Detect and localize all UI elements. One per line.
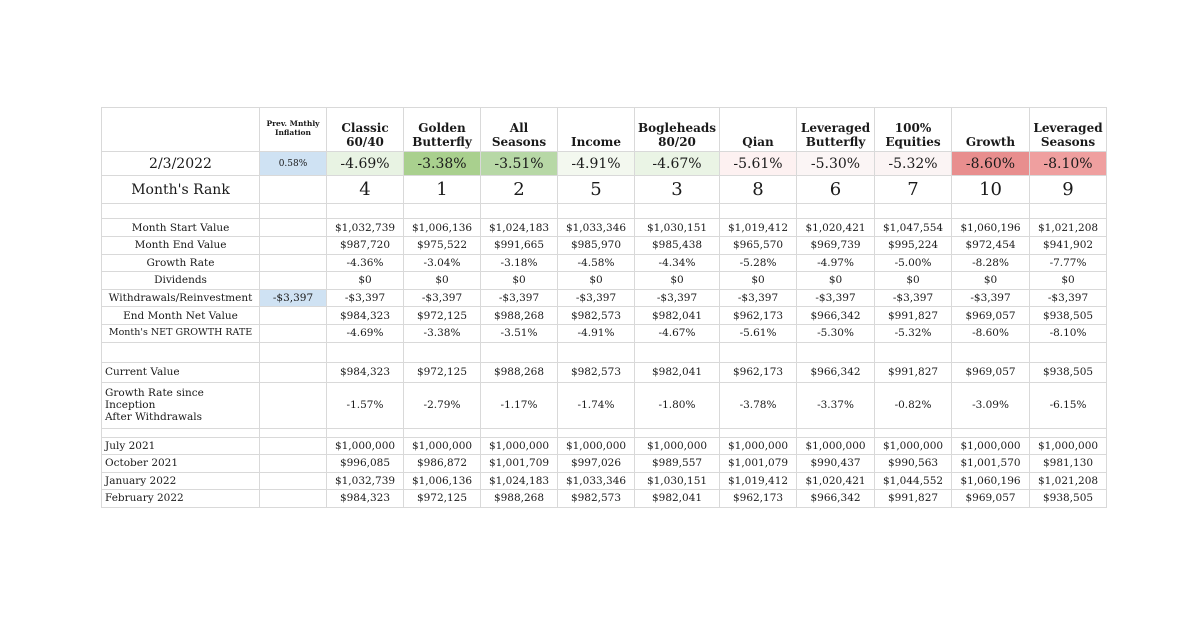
portfolio-header-row: [102, 108, 1107, 152]
empty-cell[interactable]: [260, 362, 327, 382]
monthly-return-cell[interactable]: -3.51%: [481, 152, 558, 176]
value-cell[interactable]: $1,000,000: [635, 437, 720, 455]
empty-cell: [635, 204, 720, 219]
row-label[interactable]: End Month Net Value: [102, 307, 260, 325]
value-cell[interactable]: $1,006,136: [404, 472, 481, 490]
value-cell[interactable]: $991,665: [481, 236, 558, 254]
empty-cell: [558, 428, 635, 437]
value-cell[interactable]: $0: [875, 272, 952, 290]
portfolio-name-line2: Butterfly: [412, 134, 472, 149]
value-cell[interactable]: $972,454: [952, 236, 1030, 254]
portfolio-name-line2: 60/40: [346, 134, 384, 149]
value-cell[interactable]: -$3,397: [1030, 289, 1107, 307]
value-cell[interactable]: -3.18%: [481, 254, 558, 272]
history-label[interactable]: October 2021: [102, 455, 260, 473]
empty-cell[interactable]: [260, 382, 327, 428]
spacer-row: [102, 204, 1107, 219]
portfolio-name-header[interactable]: [327, 108, 404, 152]
value-cell[interactable]: $1,033,346: [558, 472, 635, 490]
value-cell[interactable]: $1,030,151: [635, 472, 720, 490]
portfolio-name-line1: Leveraged: [1033, 120, 1103, 135]
portfolio-name-header[interactable]: [797, 108, 875, 152]
row-label[interactable]: Withdrawals/Reinvestment: [102, 289, 260, 307]
portfolio-name-header[interactable]: [481, 108, 558, 152]
history-row: [102, 437, 1107, 455]
value-cell[interactable]: $0: [797, 272, 875, 290]
value-cell[interactable]: $965,570: [720, 236, 797, 254]
empty-cell: [260, 428, 327, 437]
portfolio-name-header[interactable]: [952, 108, 1030, 152]
value-cell[interactable]: -1.74%: [558, 382, 635, 428]
rank-cell[interactable]: 6: [797, 176, 875, 204]
value-cell[interactable]: $1,024,183: [481, 472, 558, 490]
value-cell[interactable]: -$3,397: [875, 289, 952, 307]
row-label[interactable]: Month Start Value: [102, 219, 260, 237]
portfolio-name-line2: 80/20: [658, 134, 696, 149]
monthly-data-row: [102, 272, 1107, 290]
row-label[interactable]: Month's NET GROWTH RATE: [102, 324, 260, 342]
value-cell[interactable]: $1,000,000: [1030, 437, 1107, 455]
monthly-return-row: [102, 152, 1107, 176]
value-cell[interactable]: -4.34%: [635, 254, 720, 272]
portfolio-name-header[interactable]: [404, 108, 481, 152]
value-cell[interactable]: $969,739: [797, 236, 875, 254]
monthly-return-cell[interactable]: -5.32%: [875, 152, 952, 176]
empty-cell: [102, 204, 260, 219]
value-cell[interactable]: $988,268: [481, 307, 558, 325]
rank-cell[interactable]: 1: [404, 176, 481, 204]
value-cell[interactable]: $1,021,208: [1030, 219, 1107, 237]
withdrawal-input-cell[interactable]: [260, 272, 327, 290]
history-label[interactable]: July 2021: [102, 437, 260, 455]
value-cell[interactable]: $0: [635, 272, 720, 290]
empty-cell: [875, 428, 952, 437]
value-cell[interactable]: $962,173: [720, 490, 797, 508]
value-cell[interactable]: $988,268: [481, 362, 558, 382]
value-cell[interactable]: $0: [1030, 272, 1107, 290]
empty-cell[interactable]: [260, 455, 327, 473]
value-cell[interactable]: $1,024,183: [481, 219, 558, 237]
inflation-label-line1: Prev. Mnthly: [266, 119, 320, 129]
value-cell[interactable]: $990,437: [797, 455, 875, 473]
portfolio-name-header[interactable]: [558, 108, 635, 152]
empty-cell: [327, 204, 404, 219]
rank-cell[interactable]: 10: [952, 176, 1030, 204]
history-row: [102, 472, 1107, 490]
monthly-data-row: [102, 324, 1107, 342]
value-cell[interactable]: $1,020,421: [797, 219, 875, 237]
empty-cell: [404, 204, 481, 219]
value-cell[interactable]: $938,505: [1030, 490, 1107, 508]
value-cell[interactable]: $1,032,739: [327, 472, 404, 490]
portfolio-name-line1: Golden: [418, 120, 466, 135]
inflation-header[interactable]: [260, 108, 327, 152]
value-cell[interactable]: -3.04%: [404, 254, 481, 272]
value-cell[interactable]: -3.51%: [481, 324, 558, 342]
portfolio-name-line2: Income: [571, 134, 621, 149]
value-cell[interactable]: $966,342: [797, 490, 875, 508]
monthly-data-row: [102, 219, 1107, 237]
value-cell[interactable]: $0: [952, 272, 1030, 290]
empty-cell: [635, 428, 720, 437]
empty-cell[interactable]: [260, 490, 327, 508]
value-cell[interactable]: $988,268: [481, 490, 558, 508]
inflation-label-line2: Inflation: [274, 127, 312, 137]
empty-cell: [558, 204, 635, 219]
value-cell[interactable]: $1,000,000: [558, 437, 635, 455]
value-cell[interactable]: $1,000,000: [797, 437, 875, 455]
value-cell[interactable]: $962,173: [720, 307, 797, 325]
monthly-data-row: [102, 236, 1107, 254]
value-cell[interactable]: $0: [327, 272, 404, 290]
withdrawal-input-cell[interactable]: [260, 254, 327, 272]
growth-since-inception-row: [102, 382, 1107, 428]
monthly-return-cell[interactable]: -4.67%: [635, 152, 720, 176]
value-cell[interactable]: $1,006,136: [404, 219, 481, 237]
value-cell[interactable]: $982,573: [558, 307, 635, 325]
monthly-return-cell[interactable]: -8.60%: [952, 152, 1030, 176]
value-cell[interactable]: $972,125: [404, 490, 481, 508]
history-row: [102, 455, 1107, 473]
value-cell[interactable]: -5.28%: [720, 254, 797, 272]
empty-cell: [720, 204, 797, 219]
empty-cell: [952, 204, 1030, 219]
monthly-return-cell[interactable]: -5.30%: [797, 152, 875, 176]
portfolio-name-line1: Classic: [341, 120, 389, 135]
value-cell[interactable]: -8.60%: [952, 324, 1030, 342]
value-cell[interactable]: $0: [720, 272, 797, 290]
empty-cell: [797, 428, 875, 437]
empty-cell[interactable]: [102, 108, 260, 152]
value-cell[interactable]: -4.97%: [797, 254, 875, 272]
value-cell[interactable]: $938,505: [1030, 362, 1107, 382]
value-cell[interactable]: $1,001,709: [481, 455, 558, 473]
value-cell[interactable]: $990,563: [875, 455, 952, 473]
withdrawal-input-cell[interactable]: -$3,397: [260, 289, 327, 307]
value-cell[interactable]: $984,323: [327, 490, 404, 508]
value-cell[interactable]: -2.79%: [404, 382, 481, 428]
value-cell[interactable]: $1,000,000: [720, 437, 797, 455]
value-cell[interactable]: $1,021,208: [1030, 472, 1107, 490]
value-cell[interactable]: $981,130: [1030, 455, 1107, 473]
value-cell[interactable]: -$3,397: [404, 289, 481, 307]
value-cell[interactable]: $1,060,196: [952, 472, 1030, 490]
value-cell[interactable]: $989,557: [635, 455, 720, 473]
value-cell[interactable]: $972,125: [404, 307, 481, 325]
value-cell[interactable]: $982,041: [635, 362, 720, 382]
value-cell[interactable]: $962,173: [720, 362, 797, 382]
value-cell[interactable]: $1,001,079: [720, 455, 797, 473]
value-cell[interactable]: $969,057: [952, 362, 1030, 382]
empty-cell: [952, 428, 1030, 437]
portfolio-name-line2: All Seasons: [491, 120, 547, 149]
empty-cell: [558, 342, 635, 362]
monthly-return-cell[interactable]: -4.69%: [327, 152, 404, 176]
empty-cell: [1030, 342, 1107, 362]
rank-cell[interactable]: 7: [875, 176, 952, 204]
value-cell[interactable]: $991,827: [875, 307, 952, 325]
value-cell[interactable]: $1,030,151: [635, 219, 720, 237]
value-cell[interactable]: $0: [558, 272, 635, 290]
monthly-data-row: [102, 289, 1107, 307]
current-value-label[interactable]: Current Value: [102, 362, 260, 382]
value-cell[interactable]: $996,085: [327, 455, 404, 473]
empty-cell: [797, 204, 875, 219]
value-cell[interactable]: $984,323: [327, 362, 404, 382]
empty-cell: [875, 204, 952, 219]
empty-cell: [327, 342, 404, 362]
empty-cell: [797, 342, 875, 362]
empty-cell: [481, 428, 558, 437]
value-cell[interactable]: -3.09%: [952, 382, 1030, 428]
value-cell[interactable]: -4.58%: [558, 254, 635, 272]
empty-cell: [720, 342, 797, 362]
value-cell[interactable]: $969,057: [952, 490, 1030, 508]
portfolio-name-line2: Growth: [965, 134, 1016, 149]
value-cell[interactable]: $991,827: [875, 490, 952, 508]
empty-cell: [260, 204, 327, 219]
value-cell[interactable]: $1,000,000: [952, 437, 1030, 455]
value-cell[interactable]: $1,019,412: [720, 472, 797, 490]
value-cell[interactable]: $938,505: [1030, 307, 1107, 325]
value-cell[interactable]: -1.80%: [635, 382, 720, 428]
inflation-value-cell[interactable]: 0.58%: [260, 152, 327, 176]
value-cell[interactable]: $982,041: [635, 490, 720, 508]
value-cell[interactable]: $1,000,000: [404, 437, 481, 455]
monthly-return-cell[interactable]: -3.38%: [404, 152, 481, 176]
empty-cell: [327, 428, 404, 437]
value-cell[interactable]: $1,001,570: [952, 455, 1030, 473]
growth-since-inception-label[interactable]: [102, 382, 260, 428]
history-label[interactable]: February 2022: [102, 490, 260, 508]
value-cell[interactable]: -$3,397: [952, 289, 1030, 307]
empty-cell[interactable]: [260, 472, 327, 490]
value-cell[interactable]: $986,872: [404, 455, 481, 473]
value-cell[interactable]: $995,224: [875, 236, 952, 254]
value-cell[interactable]: $972,125: [404, 362, 481, 382]
monthly-data-row: [102, 254, 1107, 272]
rank-label[interactable]: Month's Rank: [102, 176, 260, 204]
empty-cell: [875, 342, 952, 362]
empty-cell[interactable]: [260, 176, 327, 204]
portfolio-name-line2: Equities: [885, 134, 941, 149]
rank-cell[interactable]: 9: [1030, 176, 1107, 204]
value-cell[interactable]: $966,342: [797, 362, 875, 382]
rank-cell[interactable]: 8: [720, 176, 797, 204]
value-cell[interactable]: -3.37%: [797, 382, 875, 428]
value-cell[interactable]: $1,032,739: [327, 219, 404, 237]
rank-cell[interactable]: 4: [327, 176, 404, 204]
value-cell[interactable]: $1,000,000: [481, 437, 558, 455]
value-cell[interactable]: $0: [404, 272, 481, 290]
empty-cell: [1030, 204, 1107, 219]
withdrawal-input-cell[interactable]: [260, 324, 327, 342]
value-cell[interactable]: -3.38%: [404, 324, 481, 342]
value-cell[interactable]: -8.10%: [1030, 324, 1107, 342]
value-cell[interactable]: $1,019,412: [720, 219, 797, 237]
value-cell[interactable]: $1,020,421: [797, 472, 875, 490]
value-cell[interactable]: -4.36%: [327, 254, 404, 272]
growth-label-line1: Growth Rate since Inception: [105, 386, 204, 412]
empty-cell: [481, 342, 558, 362]
value-cell[interactable]: -7.77%: [1030, 254, 1107, 272]
value-cell[interactable]: -$3,397: [797, 289, 875, 307]
empty-cell[interactable]: [260, 437, 327, 455]
empty-cell: [102, 428, 260, 437]
value-cell[interactable]: -$3,397: [635, 289, 720, 307]
monthly-data-row: [102, 307, 1107, 325]
value-cell[interactable]: -5.32%: [875, 324, 952, 342]
empty-cell: [952, 342, 1030, 362]
value-cell[interactable]: $985,970: [558, 236, 635, 254]
value-cell[interactable]: $966,342: [797, 307, 875, 325]
portfolio-name-line2: Qian: [742, 134, 774, 149]
row-label[interactable]: Growth Rate: [102, 254, 260, 272]
value-cell[interactable]: $975,522: [404, 236, 481, 254]
value-cell[interactable]: -4.91%: [558, 324, 635, 342]
portfolio-name-header[interactable]: [875, 108, 952, 152]
row-label[interactable]: Month End Value: [102, 236, 260, 254]
monthly-return-cell[interactable]: -5.61%: [720, 152, 797, 176]
withdrawal-input-cell[interactable]: [260, 219, 327, 237]
portfolio-name-line2: Butterfly: [805, 134, 866, 149]
value-cell[interactable]: -0.82%: [875, 382, 952, 428]
empty-cell: [404, 342, 481, 362]
value-cell[interactable]: -5.30%: [797, 324, 875, 342]
empty-cell: [102, 342, 260, 362]
growth-label-line2: After Withdrawals: [105, 411, 203, 424]
portfolio-name-line1: Bogleheads: [638, 120, 717, 135]
empty-cell: [635, 342, 720, 362]
value-cell[interactable]: $1,000,000: [875, 437, 952, 455]
value-cell[interactable]: $982,041: [635, 307, 720, 325]
history-row: [102, 490, 1107, 508]
current-value-row: [102, 362, 1107, 382]
portfolio-spreadsheet: [101, 107, 1107, 508]
withdrawal-input-cell[interactable]: [260, 307, 327, 325]
value-cell[interactable]: -5.61%: [720, 324, 797, 342]
value-cell[interactable]: $997,026: [558, 455, 635, 473]
spacer-row: [102, 342, 1107, 362]
value-cell[interactable]: $985,438: [635, 236, 720, 254]
value-cell[interactable]: -8.28%: [952, 254, 1030, 272]
value-cell[interactable]: -1.57%: [327, 382, 404, 428]
monthly-return-cell[interactable]: -4.91%: [558, 152, 635, 176]
value-cell[interactable]: $1,047,554: [875, 219, 952, 237]
portfolio-name-line2: Seasons: [1040, 134, 1096, 149]
value-cell[interactable]: $1,060,196: [952, 219, 1030, 237]
rank-cell[interactable]: 3: [635, 176, 720, 204]
portfolio-name-line1: 100%: [894, 120, 932, 135]
empty-cell: [481, 204, 558, 219]
value-cell[interactable]: $1,000,000: [327, 437, 404, 455]
history-label[interactable]: January 2022: [102, 472, 260, 490]
value-cell[interactable]: $982,573: [558, 490, 635, 508]
withdrawal-input-cell[interactable]: [260, 236, 327, 254]
empty-cell: [404, 428, 481, 437]
spacer-row: [102, 428, 1107, 437]
value-cell[interactable]: -$3,397: [720, 289, 797, 307]
portfolio-name-header[interactable]: [720, 108, 797, 152]
empty-cell: [720, 428, 797, 437]
value-cell[interactable]: -1.17%: [481, 382, 558, 428]
value-cell[interactable]: $0: [481, 272, 558, 290]
empty-cell: [260, 342, 327, 362]
value-cell[interactable]: -$3,397: [481, 289, 558, 307]
rank-row: [102, 176, 1107, 204]
value-cell[interactable]: $991,827: [875, 362, 952, 382]
value-cell[interactable]: -5.00%: [875, 254, 952, 272]
date-cell[interactable]: 2/3/2022: [102, 152, 260, 176]
portfolio-name-header[interactable]: [635, 108, 720, 152]
monthly-return-cell[interactable]: -8.10%: [1030, 152, 1107, 176]
value-cell[interactable]: $982,573: [558, 362, 635, 382]
value-cell[interactable]: -4.69%: [327, 324, 404, 342]
value-cell[interactable]: -4.67%: [635, 324, 720, 342]
value-cell[interactable]: $1,044,552: [875, 472, 952, 490]
rank-cell[interactable]: 2: [481, 176, 558, 204]
value-cell[interactable]: -3.78%: [720, 382, 797, 428]
value-cell[interactable]: $1,033,346: [558, 219, 635, 237]
value-cell[interactable]: -$3,397: [558, 289, 635, 307]
value-cell[interactable]: $984,323: [327, 307, 404, 325]
portfolio-name-line1: Leveraged: [800, 120, 871, 135]
portfolio-name-header[interactable]: [1030, 108, 1107, 152]
value-cell[interactable]: $941,902: [1030, 236, 1107, 254]
value-cell[interactable]: $969,057: [952, 307, 1030, 325]
empty-cell: [1030, 428, 1107, 437]
value-cell[interactable]: -6.15%: [1030, 382, 1107, 428]
value-cell[interactable]: -$3,397: [327, 289, 404, 307]
value-cell[interactable]: $987,720: [327, 236, 404, 254]
rank-cell[interactable]: 5: [558, 176, 635, 204]
row-label[interactable]: Dividends: [102, 272, 260, 290]
